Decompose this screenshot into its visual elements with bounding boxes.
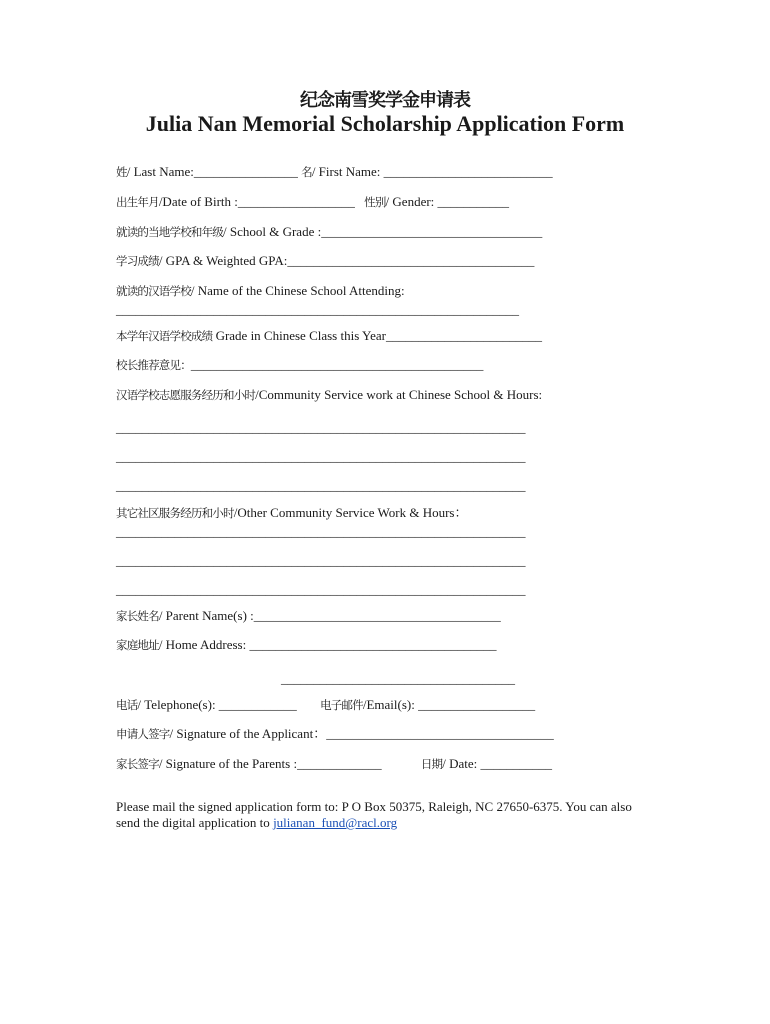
parent-label-cn: 家长姓名: [116, 609, 159, 623]
cs-chinese-field-1[interactable]: _______________________________________________________________: [116, 420, 526, 435]
applicant-signature-field[interactable]: / Signature of the Applicant：___________________________________: [169, 726, 554, 741]
mailing-instructions-text: Please mail the signed application form to: P O Box 50375, Raleigh, NC 27650-6375. You can also send the digital application to: [116, 799, 632, 830]
fund-email-link[interactable]: julianan_fund@racl.org: [273, 815, 398, 830]
phone-email-row[interactable]: [116, 697, 535, 713]
last-name-label-cn: 姓: [116, 165, 127, 179]
chinese-school-field[interactable]: ______________________________________________________________: [116, 302, 519, 317]
chinese-grade-label-cn: 本学年汉语学校成绩: [116, 329, 213, 343]
chinese-grade-row[interactable]: [116, 328, 542, 344]
gpa-label-cn: 学习成绩: [116, 254, 159, 268]
school-label-cn: 就读的当地学校和年级: [116, 225, 223, 239]
applicant-signature-row[interactable]: [116, 726, 554, 742]
mailing-instructions: [116, 799, 656, 831]
cs-chinese-school-row: [116, 387, 542, 403]
dob-field[interactable]: /Date of Birth :__________________: [158, 194, 359, 209]
parent-name-row[interactable]: [116, 608, 501, 624]
chinese-school-label-cn: 就读的汉语学校: [116, 284, 191, 298]
parent-signature-label-cn: 家长签字: [116, 757, 159, 771]
first-name-field[interactable]: / First Name: __________________________: [311, 164, 553, 179]
cs-other-field-3[interactable]: _______________________________________________________________: [116, 582, 526, 597]
form-title-english: Julia Nan Memorial Scholarship Application Form: [145, 111, 625, 136]
cs-chinese-field-3[interactable]: _______________________________________________________________: [116, 478, 526, 493]
school-grade-field[interactable]: / School & Grade :__________________________________: [223, 224, 543, 239]
cs-chinese-label: /Community Service work at Chinese School & Hours:: [255, 387, 543, 402]
form-title-chinese: 纪念南雪奖学金申请表: [300, 90, 470, 111]
cs-other-label: /Other Community Service Work & Hours：: [233, 505, 468, 520]
parent-signature-field[interactable]: / Signature of the Parents :_____________: [158, 756, 382, 771]
dob-label-cn: 出生年月: [116, 195, 159, 209]
chinese-grade-field[interactable]: Grade in Chinese Class this Year________________________: [212, 328, 542, 343]
home-address-field-2[interactable]: ____________________________________: [281, 671, 515, 686]
parent-signature-row[interactable]: [116, 756, 552, 772]
cs-other-field-2[interactable]: _______________________________________________________________: [116, 553, 526, 568]
cs-other-field-1[interactable]: _______________________________________________________________: [116, 524, 526, 539]
parent-name-field[interactable]: / Parent Name(s) :______________________________________: [158, 608, 501, 623]
principal-label-cn: 校长推荐意见：: [116, 358, 191, 372]
email-label-cn: 电子邮件: [320, 698, 363, 712]
name-field-row[interactable]: [116, 164, 553, 180]
home-address-row[interactable]: [116, 637, 496, 653]
principal-recommendation-field[interactable]: _____________________________________________: [190, 357, 484, 372]
principal-recommendation-row[interactable]: [116, 357, 483, 373]
address-label-cn: 家庭地址: [116, 638, 159, 652]
cs-other-label-cn: 其它社区服务经历和小时: [116, 506, 234, 520]
cs-chinese-label-cn: 汉语学校志愿服务经历和小时: [116, 388, 256, 402]
telephone-field[interactable]: / Telephone(s): ____________: [137, 697, 297, 712]
home-address-field[interactable]: / Home Address: ______________________________________: [158, 637, 497, 652]
dob-gender-row[interactable]: [116, 194, 509, 210]
gender-field[interactable]: / Gender: ___________: [385, 194, 510, 209]
date-field[interactable]: / Date: ___________: [442, 756, 553, 771]
last-name-field[interactable]: / Last Name:________________: [126, 164, 302, 179]
gpa-row[interactable]: [116, 253, 534, 269]
gpa-field[interactable]: / GPA & Weighted GPA:______________________________________: [158, 253, 535, 268]
gender-label-cn: 性别: [364, 195, 386, 209]
date-label-cn: 日期: [420, 757, 443, 771]
phone-label-cn: 电话: [116, 698, 138, 712]
chinese-school-row: [116, 283, 405, 299]
applicant-signature-label-cn: 申请人签字: [116, 727, 170, 741]
first-name-label-cn: 名: [301, 165, 312, 179]
email-field[interactable]: /Email(s): __________________: [362, 697, 536, 712]
cs-other-row: [116, 505, 467, 521]
cs-chinese-field-2[interactable]: _______________________________________________________________: [116, 449, 526, 464]
chinese-school-label: / Name of the Chinese School Attending:: [190, 283, 405, 298]
school-grade-row[interactable]: [116, 224, 542, 240]
